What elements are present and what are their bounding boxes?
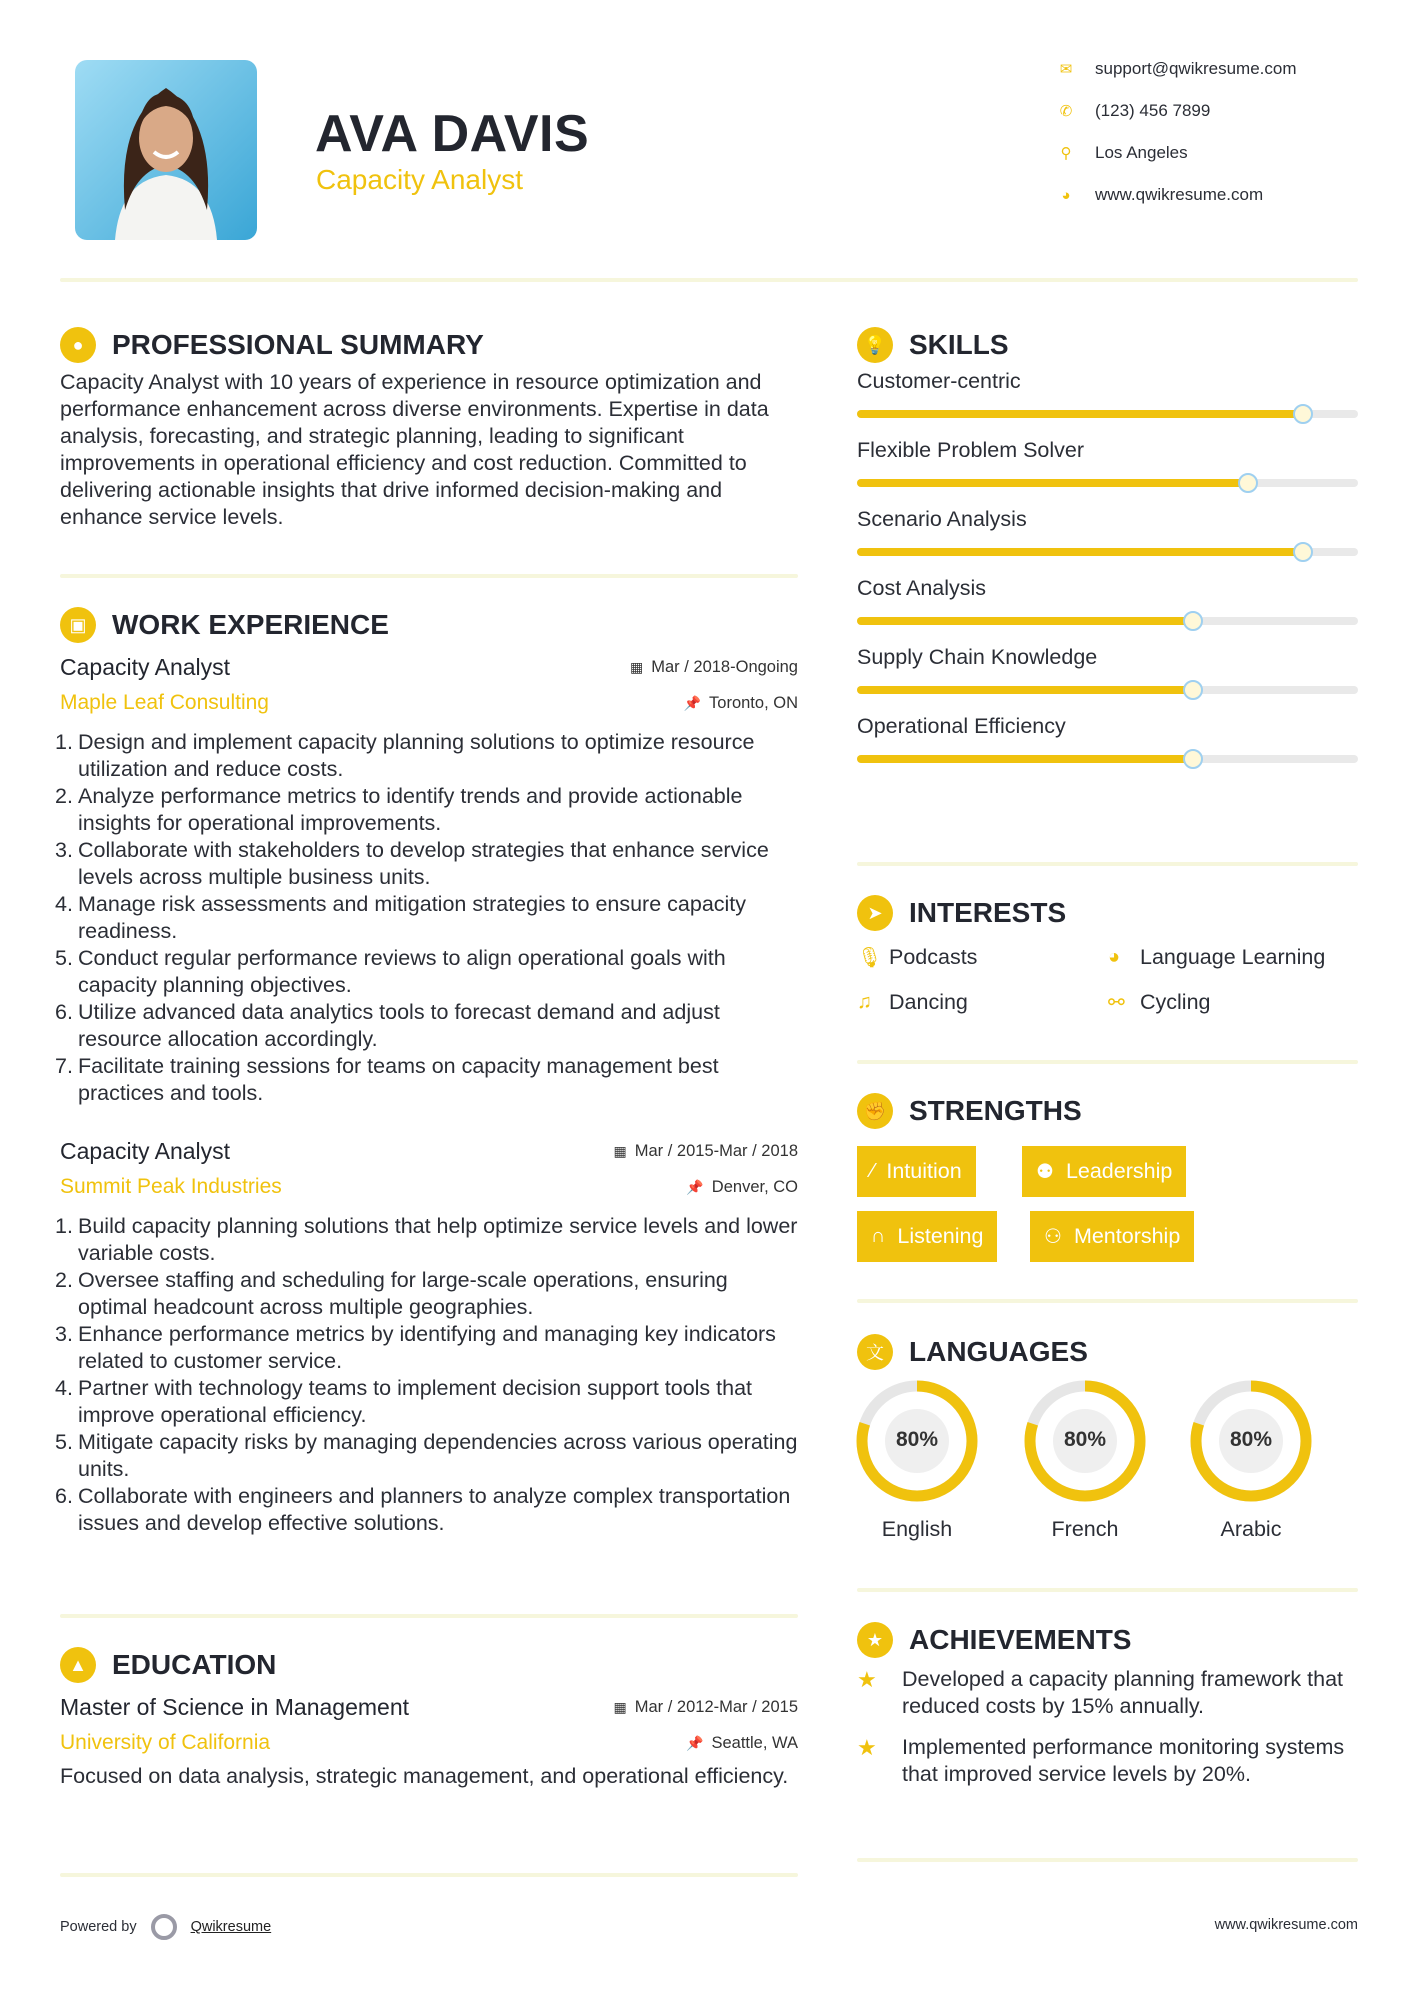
skill-slider[interactable] [857,686,1358,694]
interest-item [1108,945,1325,970]
company-name: Maple Leaf Consulting [60,691,269,714]
list-item-text: Collaborate with engineers and planners to analyze complex transportation issues and develop effective solutions. [78,1484,791,1535]
skills-section [857,325,1358,763]
strength-chip [1030,1211,1194,1262]
contact-item [1052,99,1210,123]
list-item-text: Facilitate training sessions for teams on capacity management best practices and tools. [78,1054,719,1105]
achievement-text: Developed a capacity planning framework that reduced costs by 15% annually. [902,1667,1344,1718]
star-icon: ★ [857,1622,893,1658]
calendar-icon: ▦ [613,1142,627,1159]
list-item-text: Build capacity planning solutions that help optimize service levels and lower variable costs. [78,1214,798,1265]
list-item-text: Partner with technology teams to implement decision support tools that improve operational efficiency. [78,1376,753,1427]
footer-powered-by [60,1914,271,1940]
list-item-text: Mitigate capacity risks by managing dependencies across various operating units. [78,1430,798,1481]
job-title: Capacity Analyst [60,653,231,680]
interest-label: Language Learning [1140,945,1326,969]
language-item [855,1379,979,1503]
section-heading: SKILLS [909,329,1009,360]
section-heading: INTERESTS [909,897,1067,928]
language-label: English [881,1517,953,1541]
skill-slider[interactable] [857,410,1358,418]
school-name: University of California [60,1731,271,1754]
languages-section [857,1332,1358,1372]
skill-item [857,645,1358,694]
skill-label: Operational Efficiency [857,714,1066,738]
strength-label: Mentorship [1073,1224,1181,1248]
skill-slider-handle[interactable] [1293,404,1313,424]
list-item: 1. Design and implement capacity planning solutions to optimize resource utilization and reduce costs. [60,729,798,783]
skill-label: Customer-centric [857,369,1021,393]
language-percent: 80% [1229,1428,1273,1451]
language-percent: 80% [895,1428,939,1451]
language-label: French [1051,1517,1119,1541]
skill-label: Supply Chain Knowledge [857,645,1098,669]
list-item: 2. Oversee staffing and scheduling for large-scale operations, ensuring optimal headcount across multiple geographies. [60,1267,798,1321]
job-date: Mar / 2018-Ongoing [651,657,798,676]
achievement-item [857,1666,1358,1720]
language-item [1189,1379,1313,1503]
candidate-title: Capacity Analyst [316,164,523,195]
lightbulb-icon: 💡 [857,327,893,363]
skill-label: Cost Analysis [857,576,987,600]
powered-by-label: Powered by [60,1919,137,1935]
header-divider [60,278,1358,282]
skill-fill [857,410,1303,418]
list-item: 3. Collaborate with stakeholders to develop strategies that enhance service levels across multiple business units. [60,837,798,891]
contact-item [1052,183,1263,207]
strength-label: Listening [897,1224,984,1248]
list-item-text: Enhance performance metrics by identifying and managing key indicators related to customer service. [78,1322,776,1373]
list-item-text: Conduct regular performance reviews to align operational goals with capacity planning objectives. [78,946,726,997]
microphone-icon: 🎙 [857,947,883,969]
section-divider [857,1060,1358,1064]
briefcase-icon: ▣ [60,607,96,643]
achievement-item [857,1734,1358,1788]
pushpin-icon: 📌 [683,694,702,711]
section-divider [60,1614,798,1618]
skill-fill [857,479,1248,487]
job-location: Toronto, ON [709,693,798,712]
degree-title: Master of Science in Management [60,1693,410,1720]
interest-label: Podcasts [889,945,978,969]
section-heading: ACHIEVEMENTS [909,1624,1132,1655]
globe-icon: ◕ [1108,946,1121,968]
list-item: 4. Partner with technology teams to implement decision support tools that improve operational efficiency. [60,1375,798,1429]
section-heading: PROFESSIONAL SUMMARY [112,329,484,360]
qwikresume-logo-icon [151,1914,177,1940]
list-item: 3. Enhance performance metrics by identifying and managing key indicators related to customer service. [60,1321,798,1375]
list-item-text: Analyze performance metrics to identify trends and provide actionable insights for operational improvements. [78,784,743,835]
list-item: 1. Build capacity planning solutions that help optimize service levels and lower variable costs. [55,1214,798,1265]
skill-slider-handle[interactable] [1238,473,1258,493]
skill-label: Scenario Analysis [857,507,1027,531]
language-percent: 80% [1063,1428,1107,1451]
section-divider [857,1858,1358,1862]
section-heading: LANGUAGES [909,1336,1088,1367]
phone-icon: ✆ [1059,103,1073,120]
envelope-icon: ✉ [1059,61,1073,78]
section-divider [857,862,1358,866]
contact-text: www.qwikresume.com [1095,185,1264,204]
strength-label: Intuition [886,1159,962,1183]
skill-item [857,576,1358,625]
work-experience-section [55,605,798,1537]
achievements-section [857,1620,1358,1788]
skill-slider[interactable] [857,479,1358,487]
section-divider [60,1873,798,1877]
skill-slider-handle[interactable] [1183,680,1203,700]
list-item: 2. Analyze performance metrics to identify trends and provide actionable insights for operational improvements. [60,783,798,837]
profile-photo [75,60,257,240]
list-item: 5. Conduct regular performance reviews to align operational goals with capacity planning objectives. [60,945,798,999]
fist-icon: ✊ [857,1093,893,1129]
interest-item [1108,990,1211,1015]
calendar-icon: ▦ [630,658,644,675]
footer-website: www.qwikresume.com [1214,1917,1358,1933]
language-item [1023,1379,1147,1503]
section-heading: EDUCATION [112,1649,277,1680]
contact-text: Los Angeles [1095,143,1188,162]
list-item: 7. Facilitate training sessions for teams on capacity management best practices and tools. [60,1053,798,1107]
skill-item [857,507,1358,556]
education-section [60,1645,798,1790]
achievement-text: Implemented performance monitoring systems that improved service levels by 20%. [902,1735,1345,1786]
skill-label: Flexible Problem Solver [857,438,1085,462]
map-pin-icon: ⚲ [1060,145,1072,162]
graduation-cap-icon: ▲ [60,1647,96,1683]
strength-chip [1022,1146,1186,1197]
qwikresume-link[interactable]: Qwikresume [190,1919,272,1935]
job-title: Capacity Analyst [60,1137,231,1164]
section-divider [60,574,798,578]
paper-plane-icon: ➤ [857,895,893,931]
summary-text: Capacity Analyst with 10 years of experience in resource optimization and performance enhancement across diverse environments. Expertise in data analysis, forecasting, and strategic planning, leading to significant improvements in operational efficiency and cost reduction. Committed to delivering actionable insights that drive informed decision-making and enhance service levels. [60,370,769,529]
skill-slider-handle[interactable] [1183,611,1203,631]
user-icon: ● [60,327,96,363]
skill-slider[interactable] [857,548,1358,556]
contact-item [1052,57,1297,81]
strength-label: Leadership [1065,1159,1173,1183]
job-location: Denver, CO [711,1177,798,1196]
contact-text: support@qwikresume.com [1095,59,1297,78]
interest-label: Cycling [1140,990,1211,1014]
language-label: Arabic [1220,1517,1282,1541]
list-item-text: Utilize advanced data analytics tools to forecast demand and adjust resource allocation accordingly. [78,1000,720,1051]
pushpin-icon: 📌 [686,1178,704,1195]
professional-summary-section [60,325,798,531]
company-name: Summit Peak Industries [60,1175,282,1198]
list-item-text: Design and implement capacity planning solutions to optimize resource utilization and reduce costs. [78,730,755,781]
skill-fill [857,548,1303,556]
star-icon: ★ [857,1735,877,1760]
list-item: 4. Manage risk assessments and mitigation strategies to ensure capacity readiness. [60,891,798,945]
skill-fill [857,617,1193,625]
skill-slider-handle[interactable] [1183,749,1203,769]
calendar-icon: ▦ [613,1698,627,1715]
list-item-text: Collaborate with stakeholders to develop strategies that enhance service levels across multiple business units. [78,838,769,889]
skill-fill [857,755,1193,763]
music-note-icon: ♫ [857,991,872,1013]
job-entry [55,653,798,1107]
job-entry [55,1137,798,1537]
interests-section [857,893,1358,1023]
strength-chip [857,1211,997,1262]
skill-item [857,714,1358,763]
pushpin-icon: 📌 [686,1734,704,1751]
skill-slider[interactable] [857,617,1358,625]
list-item: 6. Collaborate with engineers and planners to analyze complex transportation issues and develop effective solutions. [60,1483,798,1537]
magic-wand-icon: ⁄ [871,1160,875,1182]
interest-label: Dancing [889,990,968,1014]
section-heading: STRENGTHS [909,1095,1082,1126]
interest-item [857,945,977,970]
responsibilities-list [55,1213,798,1537]
language-icon: 文 [857,1334,893,1370]
list-item-text: Manage risk assessments and mitigation strategies to ensure capacity readiness. [78,892,747,943]
skill-fill [857,686,1193,694]
strengths-section [857,1091,1358,1131]
bicycle-icon: ⚯ [1108,992,1125,1014]
list-item: 6. Utilize advanced data analytics tools to forecast demand and adjust resource allocation accordingly. [60,999,798,1053]
skill-item [857,438,1358,487]
user-plus-icon: ⚇ [1044,1226,1062,1248]
star-icon: ★ [857,1667,877,1692]
group-icon: ⚉ [1036,1161,1054,1183]
strength-chip [857,1146,976,1197]
section-heading: WORK EXPERIENCE [112,609,389,640]
section-divider [857,1588,1358,1592]
contact-item [1052,141,1188,165]
list-item-text: Oversee staffing and scheduling for large-scale operations, ensuring optimal headcount across multiple geographies. [78,1268,728,1319]
education-location: Seattle, WA [711,1733,798,1752]
skill-slider-handle[interactable] [1293,542,1313,562]
interest-item [857,990,968,1015]
candidate-name: AVA DAVIS [315,105,590,163]
education-date: Mar / 2012-Mar / 2015 [634,1697,798,1716]
globe-icon: ◕ [1061,186,1071,204]
skill-slider[interactable] [857,755,1358,763]
section-divider [857,1299,1358,1303]
contact-text: (123) 456 7899 [1095,101,1211,120]
skill-item [857,369,1358,418]
responsibilities-list [55,729,798,1107]
headphones-icon: ∩ [871,1225,886,1247]
list-item: 5. Mitigate capacity risks by managing dependencies across various operating units. [55,1430,798,1481]
education-description: Focused on data analysis, strategic management, and operational efficiency. [60,1764,789,1788]
job-date: Mar / 2015-Mar / 2018 [634,1141,798,1160]
